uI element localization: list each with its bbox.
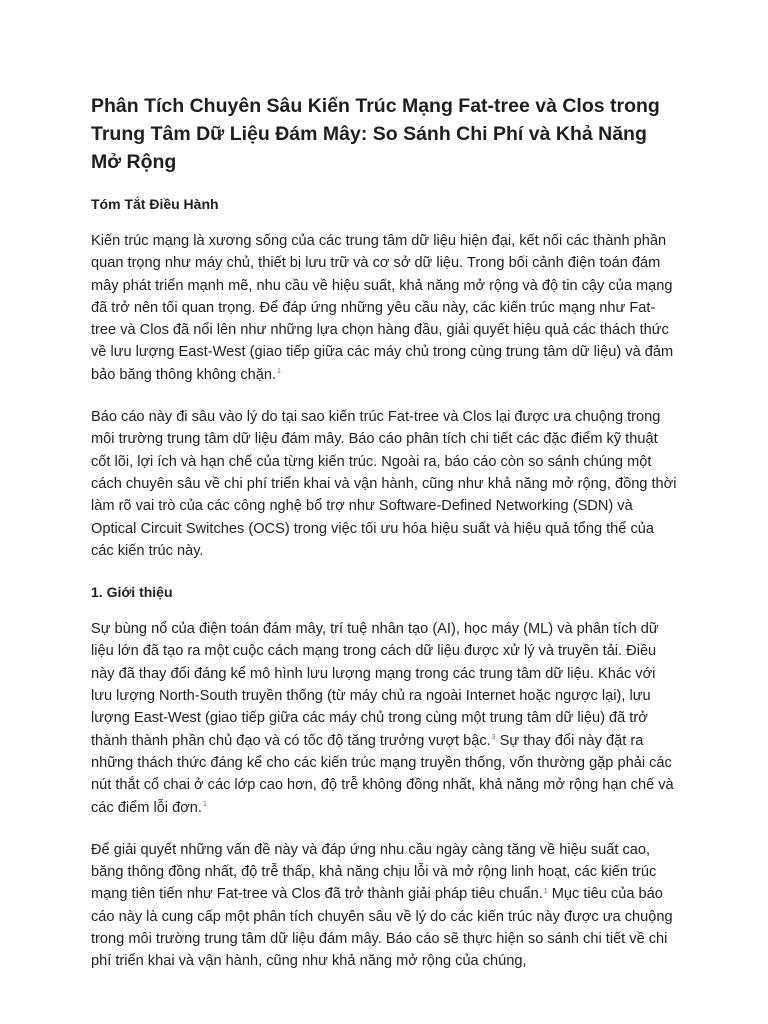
paragraph-text: Sự bùng nổ của điện toán đám mây, trí tuệ nhân tạo (AI), học máy (ML) và phân tích dữ liệu lớn đã tạo ra một cuộc cách mạng trong cách dữ liệu được xử lý và truyền tải. Điều này đã thay đổi đáng kể mô hình lưu lượng mạng trong các trung tâm dữ liệu. Khác với lưu lượng North-South truyền thống (từ máy chủ ra ngoài Internet hoặc ngược lại), lưu lượng East-West (giao tiếp giữa các máy chủ trong cùng một trung tâm dữ liệu) đã trở thành thành phần chủ đạo và có tốc độ tăng trưởng vượt bậc. xyxy=(91,621,659,749)
footnote-ref[interactable]: 3 xyxy=(491,733,496,741)
footnote-ref[interactable]: 1 xyxy=(202,800,207,808)
introduction-paragraph-2 xyxy=(91,839,678,973)
paragraph-text: Kiến trúc mạng là xương sống của các trung tâm dữ liệu hiện đại, kết nối các thành phần quan trọng như máy chủ, thiết bị lưu trữ và cơ sở dữ liệu. Trong bối cảnh điện toán đám mây phát triển mạnh mẽ, nhu cầu về hiệu suất, khả năng mở rộng và độ tin cậy của mạng đã trở nên tối quan trọng. Để đáp ứng những yêu cầu này, các kiến trúc mạng như Fat-tree và Clos đã nổi lên như những lựa chọn hàng đầu, giải quyết hiệu quả các thách thức về lưu lượng East-West (giao tiếp giữa các máy chủ trong cùng trung tâm dữ liệu) và đảm bảo băng thông không chặn. xyxy=(91,233,674,383)
paragraph-text: Sự thay đổi này đặt ra những thách thức đáng kể cho các kiến trúc mạng truyền thống, vốn thường gặp phải các nút thắt cổ chai ở các lớp cao hơn, độ trễ không đồng nhất, khả năng mở rộng hạn chế và các điểm lỗi đơn. xyxy=(91,732,674,816)
document-title: Phân Tích Chuyên Sâu Kiến Trúc Mạng Fat-tree và Clos trong Trung Tâm Dữ Liệu Đám Mây: So Sánh Chi Phí và Khả Năng Mở Rộng xyxy=(91,95,660,173)
footnote-ref[interactable]: 1 xyxy=(543,887,548,895)
executive-summary-heading: Tóm Tắt Điều Hành xyxy=(91,196,219,212)
introduction-heading: 1. Giới thiệu xyxy=(91,584,173,601)
executive-summary-paragraph-2: Báo cáo này đi sâu vào lý do tại sao kiến trúc Fat-tree và Clos lại được ưa chuộng trong môi trường trung tâm dữ liệu đám mây. Báo cáo phân tích chi tiết các đặc điểm kỹ thuật cốt lõi, lợi ích và hạn chế của từng kiến trúc. Ngoài ra, báo cáo còn so sánh chúng một cách chuyên sâu về chi phí triển khai và vận hành, cũng như khả năng mở rộng, đồng thời làm rõ vai trò của các công nghệ bổ trợ như Software-Defined Networking (SDN) và Optical Circuit Switches (OCS) trong việc tối ưu hóa hiệu suất và hiệu quả tổng thể của các kiến trúc này. xyxy=(91,409,677,559)
paragraph-text: Mục tiêu của báo cáo này là cung cấp một phân tích chuyên sâu về lý do các kiến trúc này được ưa chuộng trong môi trường trung tâm dữ liệu đám mây. Báo cáo sẽ thực hiện so sánh chi tiết về chi phí triển khai và vận hành, cũng như khả năng mở rộng của chúng, xyxy=(91,886,673,970)
executive-summary-paragraph-1 xyxy=(91,230,678,386)
introduction-paragraph-1 xyxy=(91,618,678,819)
paragraph-text: Để giải quyết những vấn đề này và đáp ứng nhu cầu ngày càng tăng về hiệu suất cao, băng thông đồng nhất, độ trễ thấp, khả năng chịu lỗi và mở rộng linh hoạt, các kiến trúc mạng tiên tiến như Fat-tree và Clos đã trở thành giải pháp tiêu chuẩn. xyxy=(91,841,657,903)
footnote-ref[interactable]: 1 xyxy=(277,367,281,375)
